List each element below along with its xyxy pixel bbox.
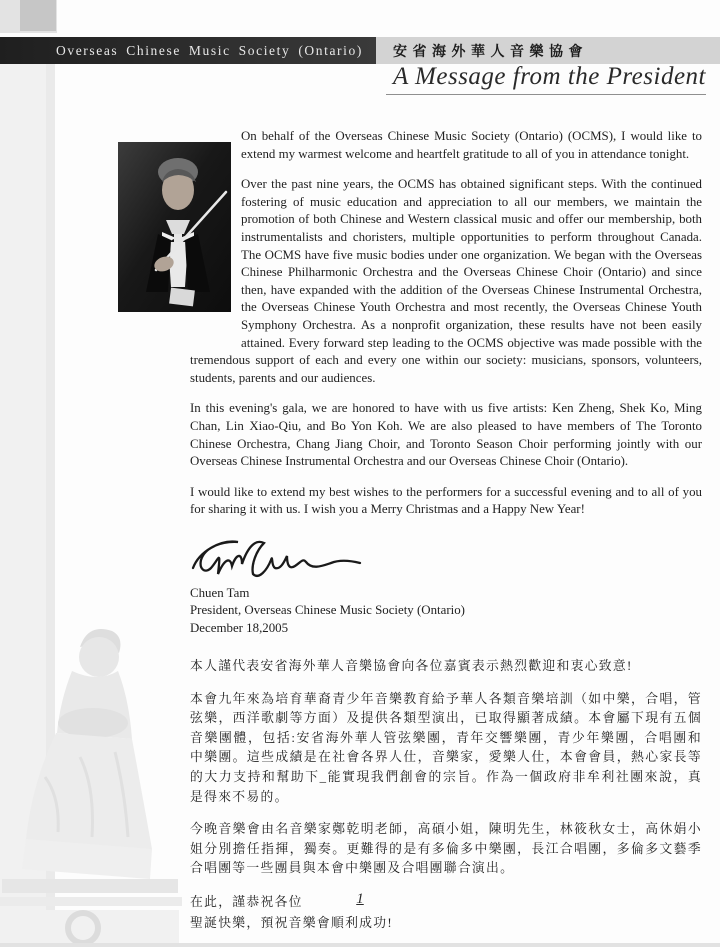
closing-line-2: 聖誕快樂，預祝音樂會順利成功!	[190, 916, 393, 931]
signoff-block	[190, 585, 702, 637]
society-name-en: Overseas Chinese Music Society (Ontario)	[56, 42, 363, 58]
signoff-title: President, Overseas Chinese Music Society (Ontario)	[190, 603, 465, 618]
page-bottom-edge	[0, 943, 720, 947]
society-name-banner-zh	[376, 37, 720, 64]
signature	[190, 532, 702, 582]
president-photo	[118, 142, 231, 312]
signature-scrawl-image	[190, 532, 370, 582]
statue-figure	[22, 629, 152, 879]
paragraph-en-1: On behalf of the Overseas Chinese Music Society (Ontario) (OCMS), I would like to extend my warmest welcome and heartfelt gratitude to all of you in attendance tonight.	[241, 129, 702, 161]
paragraph-zh-3: 今晚音樂會由名音樂家鄭乾明老師，高碩小姐，陳明先生，林筱秋女士，高休娟小姐分別擔任指揮，獨奏。更難得的是有多倫多中樂團，長江合唱團，多倫多文藝季合唱團等一些團員與本會中樂團及合唱團聯合演出。	[190, 822, 702, 876]
paragraph-en-3: In this evening's gala, we are honored to have with us five artists: Ken Zheng, Shek Ko, Ming Chan, Lin Xiao-Qiu, and Bo Yon Koh. We are also pleased to have members of The Toronto Chinese Orchestra, Chang Jiang Choir, and Toronto Season Choir performing jointly with our Overseas Chinese Instrumental Orchestra and our Overseas Chinese Choir (Ontario).	[190, 401, 702, 469]
signoff-name: Chuen Tam	[190, 585, 250, 600]
conductor-portrait-image	[118, 142, 231, 312]
paragraph-en-4: I would like to extend my best wishes to the performers for a successful evening and to all of you for sharing it with us. I wish you a Merry Christmas and a Happy New Year!	[190, 484, 702, 517]
paragraph-en-2: Over the past nine years, the OCMS has obtained significant steps. With the continued fostering of music education and appreciation to all our members, we maintain the promotion of both Chinese and Western classical music and offer our membership, both instrumentalists and choristers, multiple opportunities to perform throughout Canada. The OCMS have five music bodies under one organization. We began with the Overseas Chinese Philharmonic Orchestra and the Overseas Chinese Choir (Ontario) and since then, have expanded with the addition of the Overseas Chinese Instrumental Orchestra, the Overseas Chinese Youth Orchestra and most recently, the Overseas Chinese Youth Symphony Orchestra. As a nonprofit organization, these results have not been easily attained. Every forward step leading to the OCMS objective was made possible with the tremendous support of each and every one within our society: musicians, sponsors, volunteers, students, parents and our audiences.	[190, 177, 702, 385]
statue-pedestal	[0, 879, 182, 947]
letter-body	[190, 128, 702, 934]
paragraph-zh-2: 本會九年來為培育華裔青少年音樂教育給予華人各類音樂培訓（如中樂，合唱，管弦樂，西洋歌劇等方面）及提供各類型演出，已取得顯著成績。本會屬下現有五個音樂團體，包括:安省海外華人管弦樂團，青年交響樂團，青少年樂團，合唱團和中樂團。這些成績是在社會各界人仕，音樂家，愛樂人仕，本會會員，熱心家長等的大力支持和幫助下_能實現我們創會的宗旨。作為一個政府非牟利社團來說，真是得來不易的。	[190, 691, 702, 804]
signoff-date: December 18,2005	[190, 620, 289, 635]
page-number	[0, 891, 720, 908]
paragraph-zh-1: 本人謹代表安省海外華人音樂協會向各位嘉賓表示熱烈歡迎和衷心致意!	[190, 659, 633, 674]
society-name-zh: 安省海外華人音樂協會	[393, 44, 588, 60]
header-band	[0, 37, 720, 64]
society-name-banner-en	[0, 37, 376, 64]
corner-decoration-dark	[20, 0, 56, 31]
page-number-value: 1	[356, 891, 364, 907]
closing-line-1: 在此，謹恭祝各位	[190, 895, 303, 910]
page-title: A Message from the President	[386, 63, 706, 95]
